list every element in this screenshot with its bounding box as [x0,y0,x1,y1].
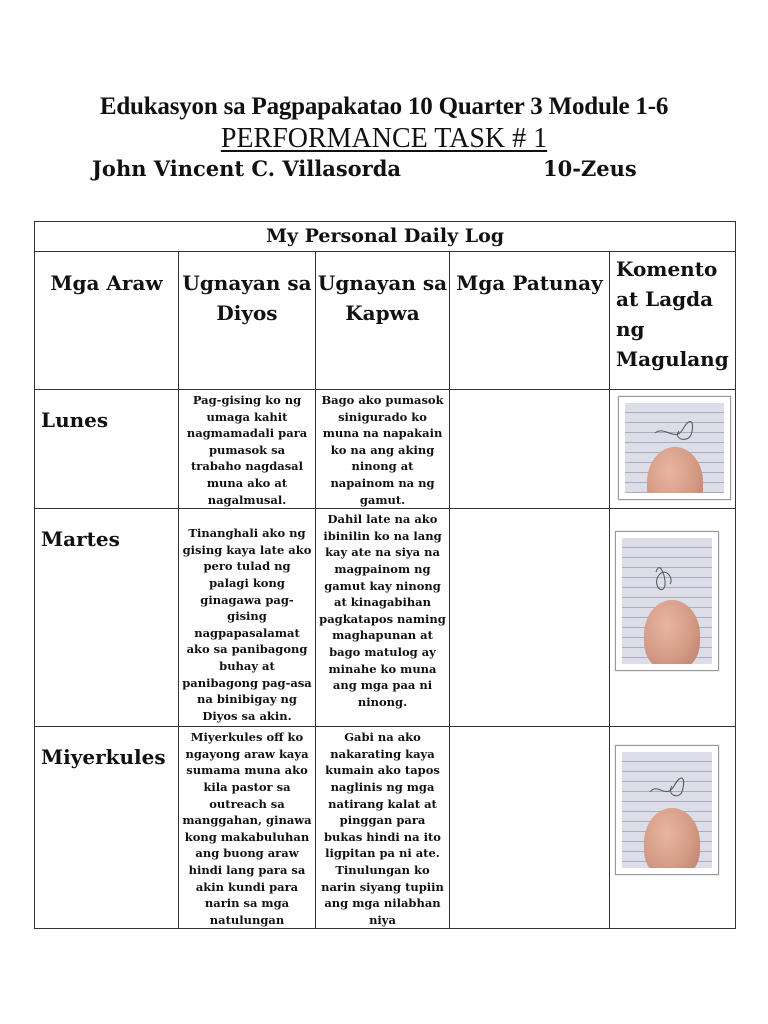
col-head-komento: Komento at Lagda ng Magulang [610,252,736,390]
signature-scribble [625,403,724,493]
table-row [35,727,736,929]
signature-photo [615,531,719,671]
parent-signature-cell [610,509,736,727]
daily-log-table [34,221,736,929]
day-label: Martes [35,509,179,727]
signature-scribble [622,752,712,868]
entry-diyos: Miyerkules off ko ngayong araw kaya sumama muna ako kila pastor sa outreach sa manggahan, ginawa kong makabuluhan ang buong araw hindi lang para sa akin kundi para narin sa mga natulungan [179,727,316,929]
entry-patunay [450,390,610,509]
student-section: 10-Zeus [543,156,637,181]
table-title-row [35,222,736,252]
col-head-patunay: Mga Patunay [450,252,610,390]
signature-photo [615,745,719,875]
day-label: Miyerkules [35,727,179,929]
task-heading [0,123,768,155]
entry-kapwa: Bago ako pumasok sinigurado ko muna na napakain ko na ang aking ninong at napainom na ng gamut. [316,390,450,509]
signature-scribble [622,538,712,664]
entry-patunay [450,509,610,727]
task-title: PERFORMANCE TASK # 1 [220,123,548,154]
parent-signature-cell [610,727,736,929]
col-head-araw: Mga Araw [35,252,179,390]
table-header-row [35,252,736,390]
col-head-diyos: Ugnayan sa Diyos [179,252,316,390]
table-title: My Personal Daily Log [35,222,736,252]
subject-heading: Edukasyon sa Pagpapakatao 10 Quarter 3 Module 1-6 [99,93,669,120]
parent-signature-cell [610,390,736,509]
student-name: John Vincent C. Villasorda [92,156,402,181]
entry-patunay [450,727,610,929]
table-row [35,509,736,727]
day-label: Lunes [35,390,179,509]
col-head-kapwa: Ugnayan sa Kapwa [316,252,450,390]
entry-kapwa: Gabi na ako nakarating kaya kumain ako tapos naglinis ng mga natirang kalat at pinggan para bukas hindi na ito ligpitan pa ni ate. Tinulungan ko narin siyang tupiin ang mga nilabhan niya [316,727,450,929]
entry-diyos: Tinanghali ako ng gising kaya late ako pero tulad ng palagi kong ginagawa pag-gising nagpapasalamat ako sa panibagong buhay at panibagong pag-asa na binibigay ng Diyos sa akin. [179,509,316,727]
entry-kapwa: Dahil late na ako ibinilin ko na lang kay ate na siya na magpainom ng gamut kay ninong at kinagabihan pagkatapos naming maghapunan at bago matulog ay minahe ko muna ang mga paa ni ninong. [316,509,450,727]
signature-photo [618,396,731,500]
table-row [35,390,736,509]
entry-diyos: Pag-gising ko ng umaga kahit nagmamadali para pumasok sa trabaho nagdasal muna ako at nagalmusal. [179,390,316,509]
